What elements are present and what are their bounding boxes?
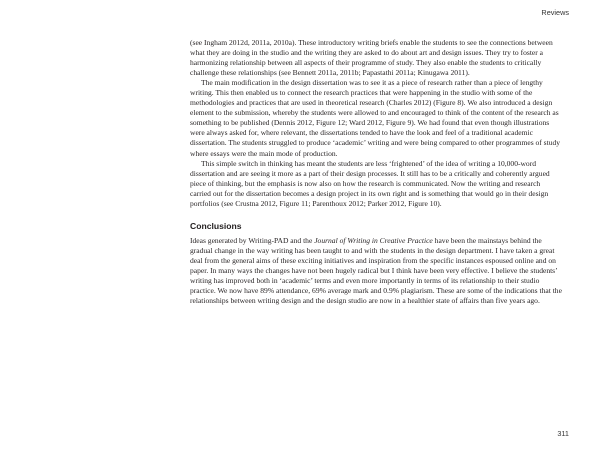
section-heading-conclusions: Conclusions [190,220,242,231]
paragraph-3: This simple switch in thinking has meant the students are less ‘frightened’ of the idea of writing a 10,000-word dissertation and are seeing it more as a part of their design processes. It still has to be a critically and coherently argued piece of thinking, but the emphasis is now also on how the research is communicated. Now the writing and research carried out for the dissertation becomes a design project in its own right and is something that would go in their design portfolios (see Crustna 2012, Figure 11; Parenthoux 2012; Parker 2012, Figure 10). [190,158,550,208]
conclusions-text-end: have been the mainstays behind the gradual change in the way writing has been taught to and with the students in the design department. I have taken a great deal from the general aims of these exciting initiatives and inspiration from the specific instances espoused online and on paper. In many ways the changes have not been hugely radical but I think have been very effective. I believe the students’ writing has improved both in ‘academic’ terms and even more importantly in terms of its relationship to their studio practice. We now have 89% attendance, 69% average mark and 0.9% plagiarism. These are some of the indications that the relationships between writing design and the design studio are now in a healthier state of affairs than five years ago. [190,235,562,306]
paragraph-2: The main modification in the design dissertation was to see it as a piece of research rather than a piece of lengthy writing. This then enabled us to connect the research practices that were happening in the studio with some of the methodologies and practices that are used in theoretical research (Charles 2012) (Figure 8). We also introduced a design element to the submission, whereby the students were allowed to and encouraged to think of the content of the research as something to be published (Dennis 2012, Figure 12; Ward 2012, Figure 9). We had found that even though illustrations were always asked for, where relevant, the dissertations tended to have the look and feel of a traditional academic dissertation. The students struggled to produce ‘academic’ writing and were being compared to other programmes of study where essays were the main mode of production. [190,78,561,158]
conclusions-text-start: Ideas generated by Writing-PAD and the [190,235,315,245]
journal-title: Journal of Writing in Creative Practice [314,235,433,245]
running-head: Reviews [541,8,569,17]
paragraph-1: (see Ingham 2012d, 2011a, 2010a). These introductory writing briefs enable the students to see the connections between what they are doing in the studio and the writing they are asked to do about art and design issues. They try to foster a harmonizing relationship between all aspects of their programme of study. They also enable the students to critically challenge these relationships (see Bennett 2011a, 2011b; Papastathi 2011a; Kinugawa 2011). [190,38,553,78]
conclusions-paragraph [190,236,563,306]
article-body [190,38,563,306]
page-number: 311 [557,429,569,438]
